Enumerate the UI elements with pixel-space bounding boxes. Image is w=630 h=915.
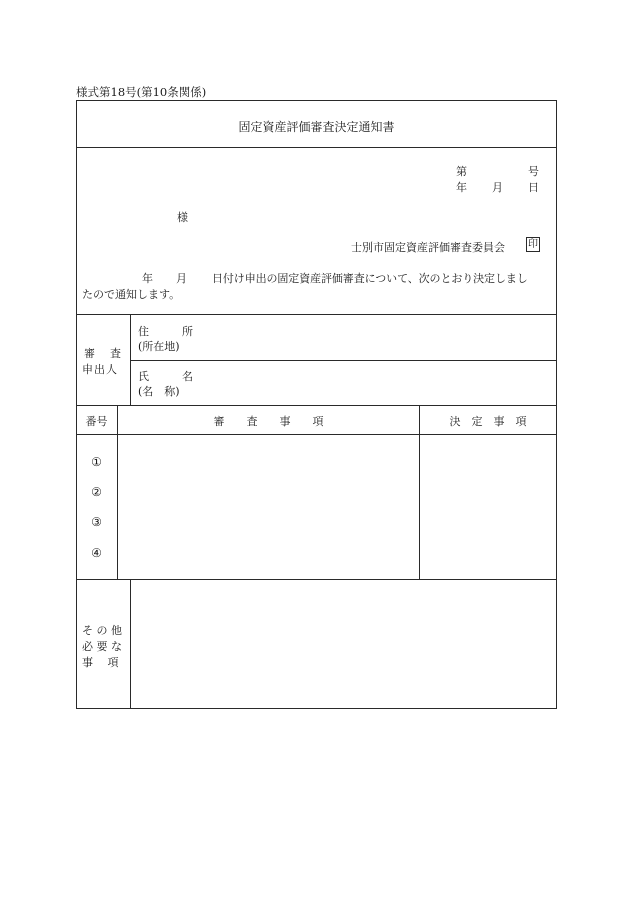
- divider-table-header: [76, 434, 557, 435]
- divider-address-name: [130, 360, 557, 361]
- name-label: 氏 名: [138, 370, 193, 383]
- body-line-1: 日付け申出の固定資産評価審査について、次のとおり決定しまし: [212, 272, 528, 285]
- address-label: 住 所: [138, 325, 193, 338]
- addressee-suffix: 様: [177, 211, 188, 224]
- divider-table-bottom: [76, 579, 557, 580]
- document-title: 固定資産評価審査決定通知書: [238, 120, 395, 134]
- column-review-header: 審 査 事 項: [213, 415, 324, 428]
- column-number-header: 番号: [85, 415, 108, 428]
- doc-number-dai: 第: [456, 165, 467, 178]
- frame-top: [76, 100, 557, 101]
- address-sub-label: (所在地): [138, 340, 180, 353]
- column-decision-header: 決 定 事 項: [449, 415, 527, 428]
- other-label-line-3: 事 項: [82, 656, 119, 669]
- row-number-3: ③: [91, 515, 102, 529]
- form-caption: 様式第18号(第10条関係): [76, 85, 207, 99]
- date-year: 年: [456, 181, 467, 194]
- issuer-name: 士別市固定資産評価審査委員会: [351, 241, 505, 254]
- applicant-label-top: 審 査: [84, 347, 123, 360]
- applicant-label-bottom: 申出人: [82, 363, 118, 376]
- date-month: 月: [492, 181, 503, 194]
- body-year: 年: [142, 272, 153, 285]
- doc-number-go: 号: [528, 165, 539, 178]
- divider-decision-col: [419, 405, 420, 580]
- divider-other-label: [130, 579, 131, 709]
- divider-number-col: [117, 405, 118, 580]
- frame-bottom: [76, 708, 557, 709]
- body-month: 月: [176, 272, 187, 285]
- name-sub-label: (名 称): [138, 385, 180, 398]
- row-number-4: ④: [91, 546, 102, 560]
- divider-applicant: [76, 405, 557, 406]
- other-label-line-1: そ の 他: [82, 624, 122, 637]
- body-line-2: たので通知します。: [82, 288, 181, 301]
- seal-stamp: 印: [528, 239, 538, 250]
- row-number-1: ①: [91, 455, 102, 469]
- divider-title: [76, 147, 557, 148]
- divider-body: [76, 314, 557, 315]
- other-label-line-2: 必 要 な: [82, 640, 122, 653]
- divider-applicant-label: [130, 314, 131, 406]
- date-day: 日: [528, 181, 539, 194]
- row-number-2: ②: [91, 485, 102, 499]
